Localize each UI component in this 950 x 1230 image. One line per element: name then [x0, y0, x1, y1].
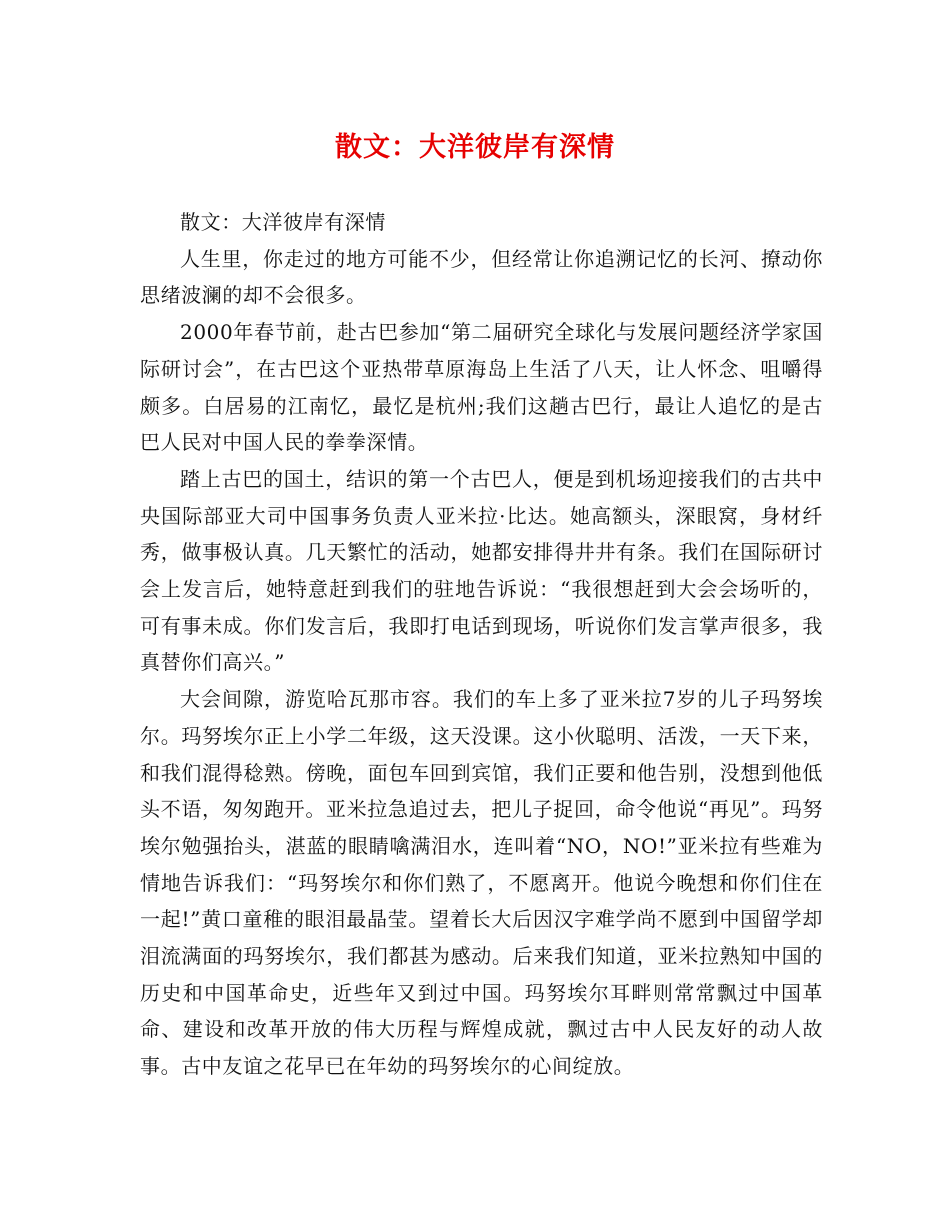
paragraph: 大会间隙，游览哈瓦那市容。我们的车上多了亚米拉7岁的儿子玛努埃尔。玛努埃尔正上小学二年级，这天没课。这小伙聪明、活泼，一天下来，和我们混得稔熟。傍晚，面包车回到宾馆，我们正要和他告别，没想到他低头不语，匆匆跑开。亚米拉急追过去，把儿子捉回，命令他说“再见”。玛努埃尔勉强抬头，湛蓝的眼睛噙满泪水，连叫着“NO，NO!”亚米拉有些难为情地告诉我们：“玛努埃尔和你们熟了，不愿离开。他说今晚想和你们住在一起!”黄口童稚的眼泪最晶莹。望着长大后因汉字难学尚不愿到中国留学却泪流满面的玛努埃尔，我们都甚为感动。后来我们知道，亚米拉熟知中国的历史和中国革命史，近些年又到过中国。玛努埃尔耳畔则常常飘过中国革命、建设和改革开放的伟大历程与辉煌成就，飘过古中人民友好的动人故事。古中友谊之花早已在年幼的玛努埃尔的心间绽放。 — [140, 687, 823, 1079]
paragraph: 2000年春节前，赴古巴参加“第二届研究全球化与发展问题经济学家国际研讨会”，在古巴这个亚热带草原海岛上生活了八天，让人怀念、咀嚼得颇多。白居易的江南忆，最忆是杭州;我们这趟古巴行，最让人追忆的是古巴人民对中国人民的拳拳深情。 — [140, 320, 823, 455]
document-title: 散文：大洋彼岸有深情 — [335, 132, 615, 163]
paragraph-heading: 散文：大洋彼岸有深情 — [180, 210, 386, 234]
paragraph: 踏上古巴的国土，结识的第一个古巴人，便是到机场迎接我们的古共中央国际部亚大司中国事务负责人亚米拉·比达。她高额头，深眼窝，身材纤秀，做事极认真。几天繁忙的活动，她都安排得井井有条。我们在国际研讨会上发言后，她特意赶到我们的驻地告诉说：“我很想赶到大会会场听的，可有事未成。你们发言后，我即打电话到现场，听说你们发言掌声很多，我真替你们高兴。” — [140, 466, 823, 675]
document-body — [140, 204, 823, 1085]
paragraph: 人生里，你走过的地方可能不少，但经常让你追溯记忆的长河、撩动你思绪波澜的却不会很多。 — [140, 246, 823, 308]
